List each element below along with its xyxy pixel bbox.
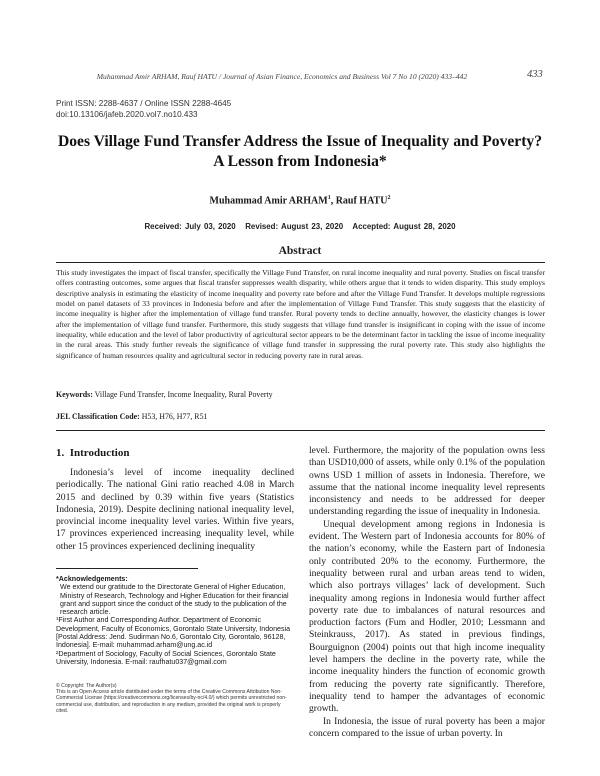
footnote-author-1: ¹First Author and Corresponding Author. Department of Economic Development, Faculty of Economics, Gorontalo State University, Indonesia [Postal Address: Jend. Sudirman No.6, Gorontalo City, Gorontalo, 96128, Indonesia]. E-mail: muhammad.arham@ung.ac.id bbox=[56, 616, 291, 650]
jel-classification bbox=[56, 412, 545, 421]
abstract-bottom-rule bbox=[56, 430, 545, 431]
acknowledgements-title: *Acknowledgements: bbox=[56, 575, 128, 583]
abstract-heading: Abstract bbox=[278, 245, 322, 257]
jel-codes: H53, H76, H77, R51 bbox=[139, 412, 208, 421]
title-line-2: A Lesson from Indonesia* bbox=[213, 152, 387, 170]
issn-line: Print ISSN: 2288-4637 / Online ISSN 2288-4645 bbox=[56, 99, 232, 108]
issn-block bbox=[56, 98, 231, 120]
title-line-1: Does Village Fund Transfer Address the Issue of Inequality and Poverty? bbox=[57, 133, 543, 150]
author-separator: , bbox=[330, 195, 336, 207]
doi-link[interactable]: doi:10.13106/jafeb.2020.vol7.no10.433 bbox=[56, 110, 198, 119]
copyright-line: © Copyright: The Author(s) bbox=[56, 683, 117, 689]
author-name: Muhammad Amir ARHAM bbox=[209, 195, 328, 207]
left-column bbox=[56, 467, 294, 553]
author-line bbox=[40, 195, 560, 206]
body-paragraph: In Indonesia, the issue of rural poverty has been a major concern compared to the issue of urban poverty. In bbox=[309, 715, 545, 739]
author-affiliation-mark: 2 bbox=[387, 195, 391, 201]
abstract-top-rule bbox=[56, 262, 545, 263]
body-paragraph: level. Furthermore, the majority of the population owns less than USD10,000 of assets, while only 0.1% of the population owns USD 1 million of assets in Indonesia. Therefore, we assume that the national income inequality level represents inconsistency and needs to be addressed for deeper understanding regarding the issue of inequality in Indonesia. bbox=[309, 445, 545, 518]
keywords-label: Keywords: bbox=[56, 390, 93, 399]
publication-dates: Received: July 03, 2020 Revised: August 23, 2020 Accepted: August 28, 2020 bbox=[144, 222, 456, 231]
footnote-rule bbox=[56, 568, 198, 569]
right-column bbox=[309, 445, 545, 740]
keywords bbox=[56, 390, 545, 399]
page-number: 433 bbox=[527, 69, 543, 80]
license-text: This is an Open Access article distributed under the terms of the Creative Commons Attribution Non-Commercial License (https://creativecommons.org/licenses/by-nc/4.0/) which permits unrestricted non-commercial use, distribution, and reproduction in any medium, provided the original work is properly cited. bbox=[56, 689, 287, 714]
copyright-notice bbox=[56, 683, 294, 714]
footnotes bbox=[56, 575, 294, 666]
author-name: Rauf HATU bbox=[335, 195, 388, 207]
body-paragraph: Indonesia’s level of income inequality declined periodically. The national Gini ratio reached 4.08 in March 2015 and declined by 0.39 within five years (Statistics Indonesia, 2019). Despite declining national inequality level, provincial income inequality level varies. Within five years, 17 provinces experienced increasing inequality level, while other 15 provinces experienced declining inequality bbox=[56, 467, 294, 552]
running-head: Muhammad Amir ARHAM, Rauf HATU / Journal of Asian Finance, Economics and Business Vol 7 No 10 (2020) 433–442 bbox=[96, 72, 468, 81]
acknowledgements-text: We extend our gratitude to the Directorate General of Higher Education, Ministry of Research, Technology and Higher Education for their financial grant and support since the conduct of the study to the publication of the research article. bbox=[60, 583, 289, 617]
jel-label: JEL Classification Code: bbox=[56, 412, 140, 421]
footnote-author-2: ²Department of Sociology, Faculty of Social Sciences, Gorontalo State University, Indonesia. E-mail: raufhatu037@gmail.com bbox=[56, 649, 276, 666]
section-heading-introduction: 1. Introduction bbox=[56, 447, 130, 459]
author-affiliation-mark: 1 bbox=[327, 195, 331, 201]
abstract-body: This study investigates the impact of fiscal transfer, specifically the Village Fund Transfer, on rural income inequality and rural poverty. Studies on fiscal transfer offers contrasting outcomes, some argues that fiscal transfer suppresses wealth disparity, while others argue that it tends to widen disparity. This study employs descriptive analysis in estimating the elasticity of income inequality and poverty rate before and after the Village Fund Transfer. It develops multiple regressions model on panel datasets of 33 provinces in Indonesia before and after the implementation of Village Fund Transfer. This study suggests that the elasticity of income inequality is higher after the implementation of village fund transfer. Rural poverty tends to decline annually, however, the elasticity changes is lower after the implementation of village fund transfer. Furthermore, this study suggests that village fund transfer is insignificant in coping with the issue of income inequality, while education and the level of labor productivity of agricultural sector appears to be the determinant factor in tackling the issue of income inequality in the rural areas. This study further reveals the significance of village fund transfer in suppressing the rural poverty rate. This study also highlights the significance of human resources quality and agricultural sector in reducing poverty rate in rural areas. bbox=[56, 268, 545, 360]
body-paragraph: Unequal development among regions in Indonesia is evident. The Western part of Indonesia accounts for 80% of the nation’s economy, while the Eastern part of Indonesia only contributed 20% to the economy. Furthermore, the inequality between rural and urban areas tend to widen, which also portrays villages’ lack of development. Such inequality among regions in Indonesia would further affect poverty rate due to imbalances of natural resources and production factors (Fum and Hodler, 2010; Lessmann and Steinkrauss, 2017). As stated in previous findings, Bourguignon (2004) points out that high income inequality level hampers the decline in the poverty rate, while the income inequality hinders the function of economic growth from reducing the poverty rate significantly. Therefore, inequality tend to hamper the advantages of economic growth. bbox=[309, 518, 545, 715]
article-title bbox=[40, 132, 560, 171]
keywords-text: Village Fund Transfer, Income Inequality, Rural Poverty bbox=[92, 390, 273, 399]
